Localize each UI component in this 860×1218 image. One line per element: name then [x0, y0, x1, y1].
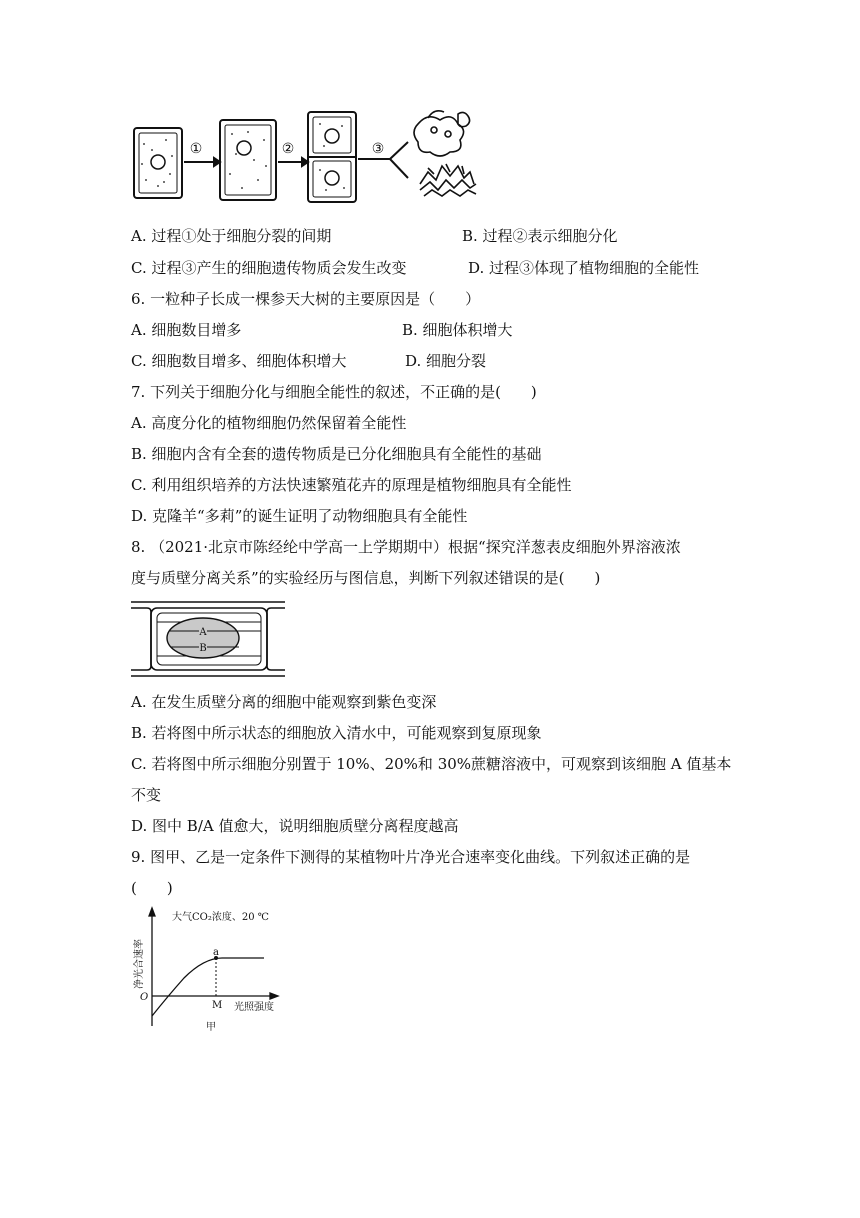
q8-stem-line-2: 度与质壁分离关系”的实验经历与图信息，判断下列叙述错误的是( )	[131, 569, 601, 587]
step-3-label: ③	[371, 141, 385, 157]
step-2-label: ②	[281, 141, 295, 157]
label-b: B	[199, 643, 207, 654]
graph-x-mark: M	[212, 1000, 223, 1011]
graph-title: 大气CO₂浓度、20 ℃	[172, 912, 269, 923]
q6-option-d[interactable]: D. 细胞分裂	[405, 352, 487, 370]
q6-option-a[interactable]: A. 细胞数目增多	[131, 321, 242, 339]
q9-stem-line-1: 9. 图甲、乙是一定条件下测得的某植物叶片净光合速率变化曲线。下列叙述正确的是	[131, 848, 691, 866]
q5-option-d[interactable]: D. 过程③体现了植物细胞的全能性	[468, 259, 700, 277]
q7-option-b[interactable]: B. 细胞内含有全套的遗传物质是已分化细胞具有全能性的基础	[131, 445, 542, 463]
q8-option-c-line-2[interactable]: 不变	[131, 786, 162, 804]
q6-stem: 6. 一粒种子长成一棵参天大树的主要原因是（ ）	[131, 290, 481, 308]
graph-origin-label: O	[140, 992, 149, 1003]
q8-option-b[interactable]: B. 若将图中所示状态的细胞放入清水中，可能观察到复原现象	[131, 724, 542, 742]
q6-option-b[interactable]: B. 细胞体积增大	[402, 321, 513, 339]
step-1-label: ①	[189, 141, 203, 157]
q8-option-a[interactable]: A. 在发生质壁分离的细胞中能观察到紫色变深	[131, 693, 437, 711]
q6-option-c[interactable]: C. 细胞数目增多、细胞体积增大	[131, 352, 347, 370]
q5-option-c[interactable]: C. 过程③产生的细胞遗传物质会发生改变	[131, 259, 407, 277]
q8-option-c-line-1[interactable]: C. 若将图中所示细胞分别置于 10%、20%和 30%蔗糖溶液中，可观察到该细胞 A 值基本	[131, 755, 732, 773]
plasmolysis-figure	[131, 598, 285, 680]
q8-option-d[interactable]: D. 图中 B/A 值愈大，说明细胞质壁分离程度越高	[131, 817, 459, 835]
graph-caption: 甲	[206, 1022, 216, 1033]
label-a: A	[199, 627, 207, 638]
graph-point-label: a	[213, 947, 219, 958]
q7-option-c[interactable]: C. 利用组织培养的方法快速繁殖花卉的原理是植物细胞具有全能性	[131, 476, 572, 494]
cell-process-figure	[128, 104, 478, 206]
graph-xlabel: 光照强度	[234, 1002, 274, 1013]
q7-option-a[interactable]: A. 高度分化的植物细胞仍然保留着全能性	[131, 414, 407, 432]
q5-option-b[interactable]: B. 过程②表示细胞分化	[462, 227, 618, 245]
q9-stem-line-2: ( )	[131, 879, 173, 897]
q5-option-a[interactable]: A. 过程①处于细胞分裂的间期	[131, 227, 332, 245]
q7-stem: 7. 下列关于细胞分化与细胞全能性的叙述，不正确的是( )	[131, 383, 537, 401]
q8-stem-line-1: 8. （2021·北京市陈经纶中学高一上学期期中）根据“探究洋葱表皮细胞外界溶液浓	[131, 538, 681, 556]
q7-option-d[interactable]: D. 克隆羊“多莉”的诞生证明了动物细胞具有全能性	[131, 507, 468, 525]
graph-ylabel: 净光合速率	[134, 939, 145, 989]
photosynthesis-graph	[128, 906, 298, 1040]
